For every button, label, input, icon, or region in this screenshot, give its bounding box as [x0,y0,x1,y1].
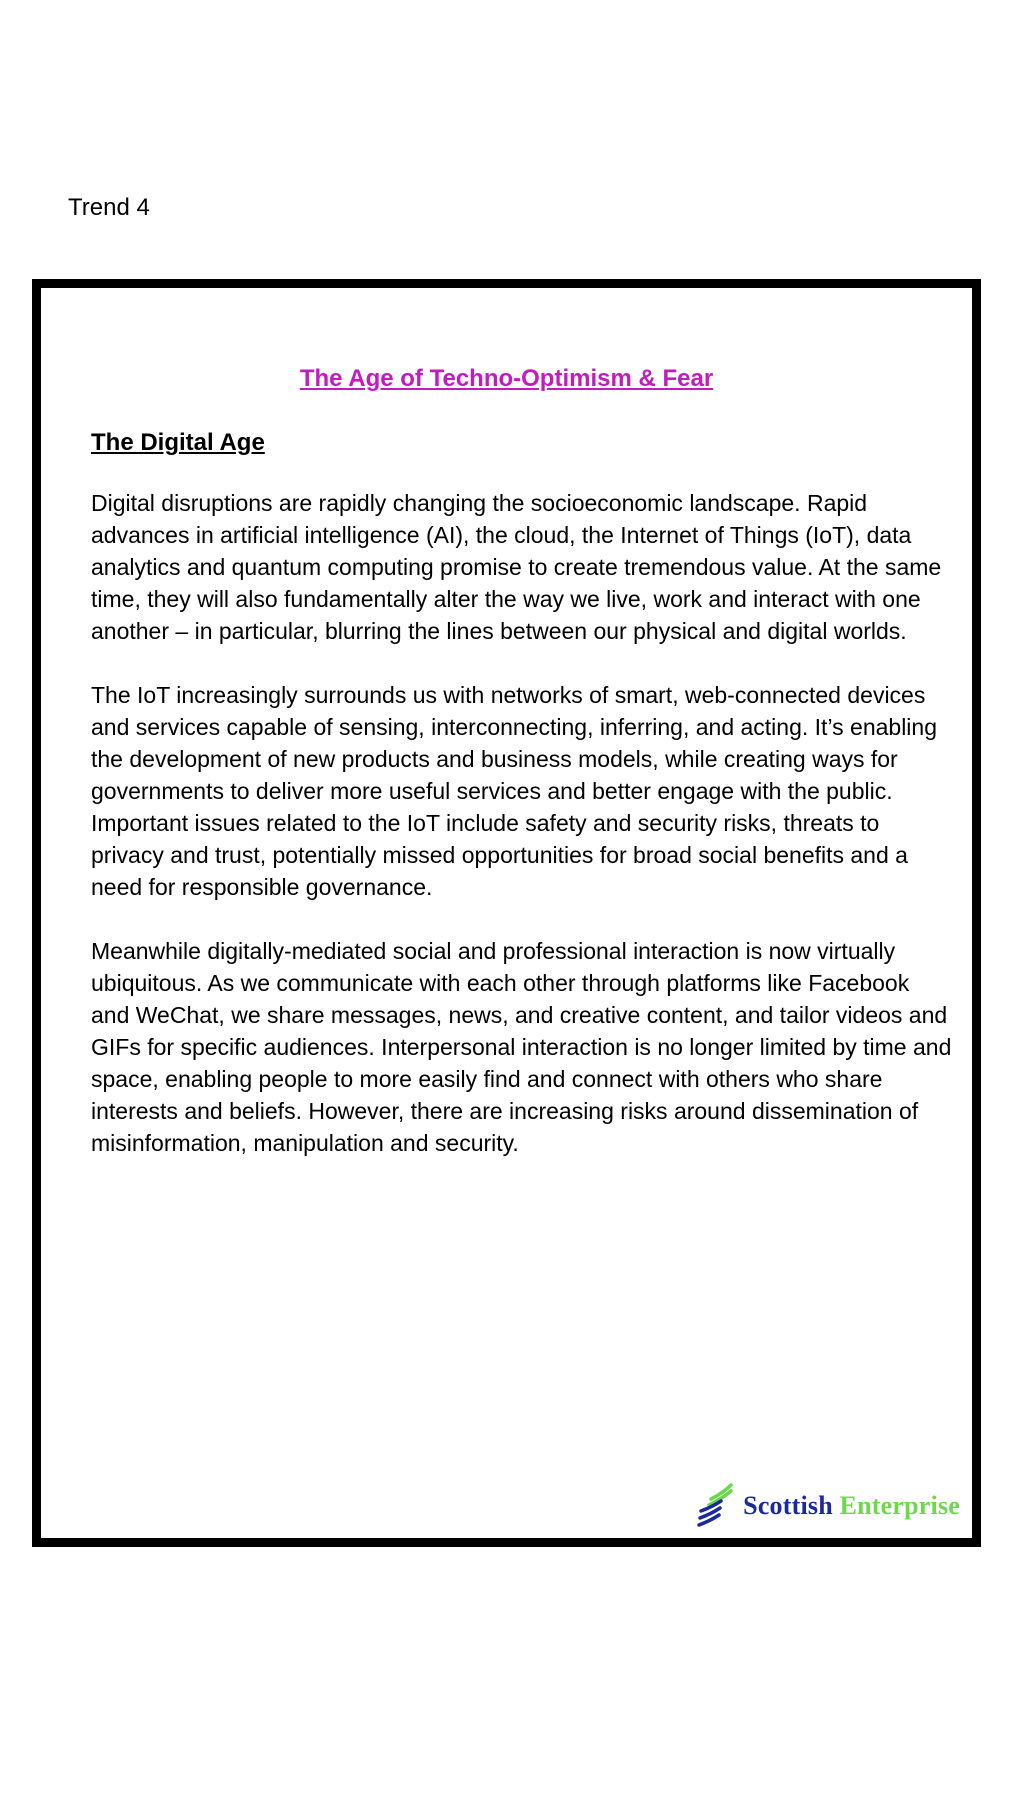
paragraph-social-interaction: Meanwhile digitally-mediated social and professional interaction is now virtually ubiquitous. As we communicate with each other through platforms like Facebook and WeChat, we share messages, news, and creative content, and tailor videos and GIFs for specific audiences. Interpersonal interaction is no longer limited by time and space, enabling people to more easily find and connect with others who share interests and beliefs. However, there are increasing risks around dissemination of misinformation, manipulation and security. [91,938,952,1156]
paragraph-digital-disruptions: Digital disruptions are rapidly changing the socioeconomic landscape. Rapid advances in artificial intelligence (AI), the cloud, the Internet of Things (IoT), data analytics and quantum computing promise to create tremendous value. At the same time, they will also fundamentally alter the way we live, work and interact with one another – in particular, blurring the lines between our physical and digital worlds. [91,490,942,644]
scottish-enterprise-logo [697,1483,960,1529]
body-text [91,487,961,1191]
logo-word-scottish: Scottish [743,1491,833,1520]
section-heading: The Digital Age [91,429,265,456]
paragraph-iot: The IoT increasingly surrounds us with networks of smart, web-connected devices and services capable of sensing, interconnecting, inferring, and acting. It’s enabling the development of new products and business models, while creating ways for governments to deliver more useful services and better engage with the public. Important issues related to the IoT include safety and security risks, threats to privacy and trust, potentially missed opportunities for broad social benefits and a need for responsible governance. [91,682,937,900]
logo-word-enterprise: Enterprise [839,1491,960,1520]
trend-label: Trend 4 [68,194,150,221]
content-frame [32,279,981,1547]
logo-wordmark [743,1491,960,1521]
document-title: The Age of Techno-Optimism & Fear [299,365,714,392]
scottish-enterprise-swoosh-icon [697,1483,737,1529]
